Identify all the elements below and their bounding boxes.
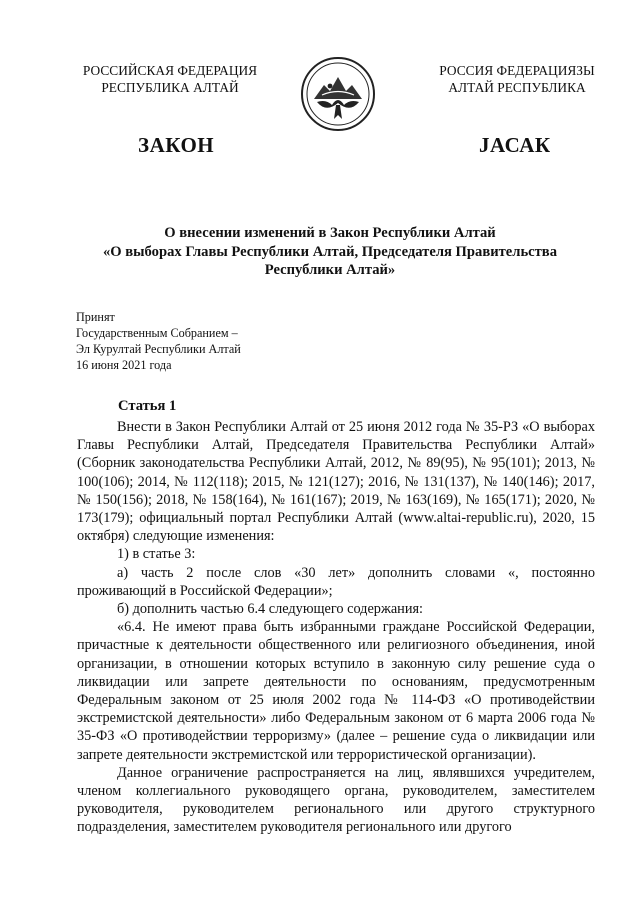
article-body (77, 418, 595, 837)
title-line1: О внесении изменений в Закон Республики Алтай (164, 225, 496, 241)
paragraph-item-b: б) дополнить частью 6.4 следующего содержания: (117, 601, 424, 618)
law-label-russian: ЗАКОН (138, 133, 215, 157)
paragraph-intro: Внести в Закон Республики Алтай от 25 июня 2012 года № 35-РЗ «О выборах Главы Республики Алтай, Председателя Правительства Республики Алтай» (Сборник законодательства Республики Алтай, 2012, № 89(95), № 95(101); 2013, № 100(106); 2014, № 112(118); 2015, № 121(127); 2016, № 131(137), № 140(146); 2017, № 150(156); 2018, № 158(164), № 161(167); 2019, № 163(169), № 165(171); 2020, № 173(179); официальный портал Республики Алтай (www.altai-republic.ru), 2020, 15 октября) следующие изменения: (77, 419, 595, 545)
header-right (428, 62, 606, 96)
paragraph-item-1: 1) в статье 3: (117, 546, 196, 563)
header-left-line2: РЕСПУБЛИКА АЛТАЙ (101, 80, 239, 95)
paragraph-restriction: Данное ограничение распространяется на лиц, являвшихся учредителем, членом коллегиального руководящего органа, руководителем, заместителем руководителя, руководителем регионального или другого структурного подразделения, заместителем руководителя регионального или другого (77, 764, 595, 836)
law-label-altai: JАСАК (479, 133, 551, 157)
paragraph-item-a: а) часть 2 после слов «30 лет» дополнить словами «, постоянно проживающий в Российской Федерации»; (77, 564, 595, 599)
adopted-line1: Принят (76, 310, 115, 324)
adopted-date: 16 июня 2021 года (76, 358, 172, 372)
document-title (80, 224, 580, 280)
adopted-line2: Государственным Собранием – (76, 326, 238, 340)
article-heading: Статья 1 (118, 398, 177, 414)
paragraph-part-6-4: «6.4. Не имеют права быть избранными граждане Российской Федерации, причастные к деятельности общественного или религиозного объединения, иной организации, в отношении которых вступило в законную силу решение суда о ликвидации или запрете деятельности по основаниям, предусмотренным Федеральным законом от 25 июля 2002 года № 114-ФЗ «О противодействии экстремистской деятельности» либо Федеральным законом от 6 марта 2006 года № 35-ФЗ «О противодействии терроризму» (далее – решение суда о ликвидации или запрете деятельности экстремистской или террористической организации). (77, 619, 595, 763)
header-right-line1: РОССИЯ ФЕДЕРАЦИЯЗЫ (439, 63, 595, 78)
header-right-line2: АЛТАЙ РЕСПУБЛИКА (448, 80, 586, 95)
adopted-line3: Эл Курултай Республики Алтай (76, 342, 241, 356)
header-left (66, 62, 274, 96)
header-left-line1: РОССИЙСКАЯ ФЕДЕРАЦИЯ (82, 63, 258, 78)
altai-coat-of-arms-icon (300, 55, 376, 133)
title-line2: «О выборах Главы Республики Алтай, Председателя Правительства (102, 243, 557, 260)
title-line3: Республики Алтай» (264, 262, 396, 278)
adoption-note (76, 309, 241, 373)
